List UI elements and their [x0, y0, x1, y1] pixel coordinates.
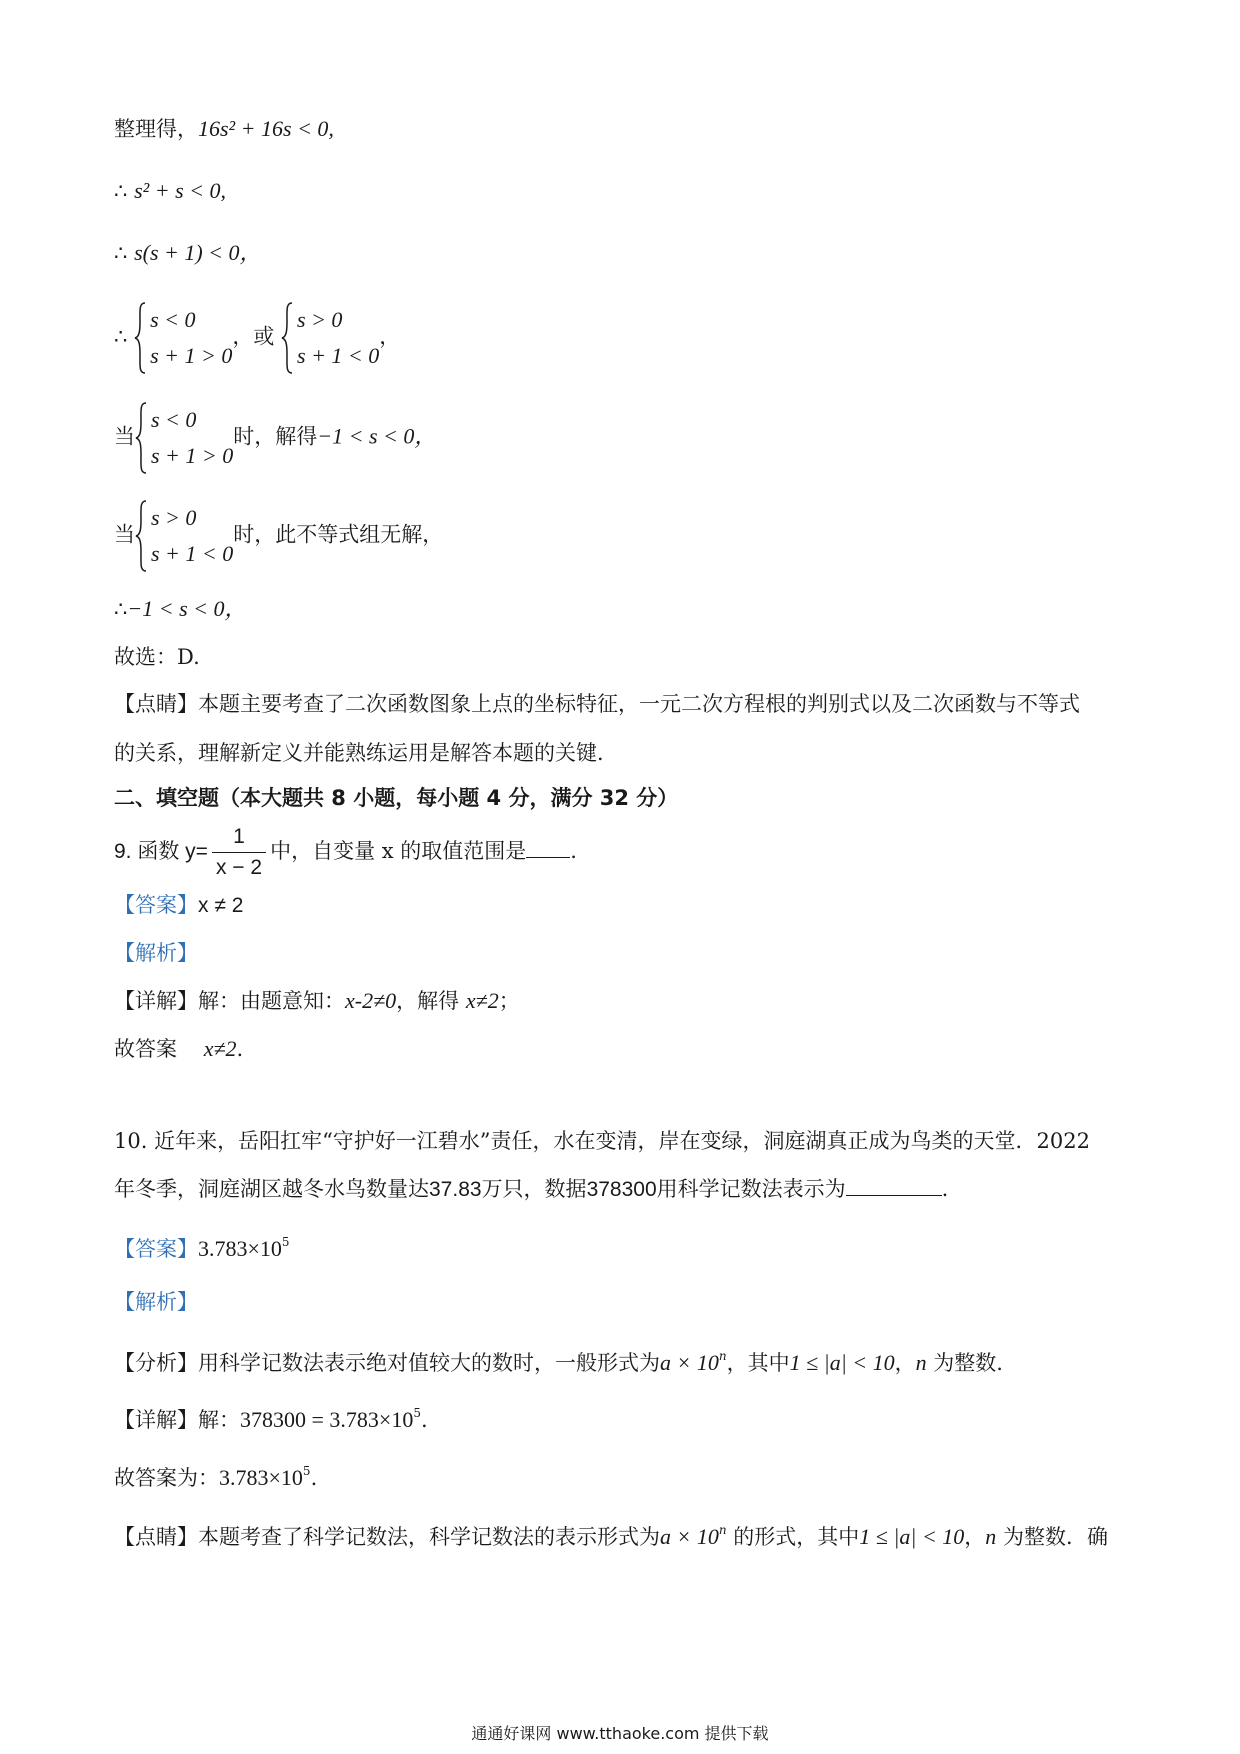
text: 用科学记数法表示绝对值较大的数时，一般形式为: [198, 1351, 660, 1375]
text: 时，此不等式组无解，: [233, 522, 444, 547]
answer-blank: [846, 1177, 942, 1196]
answer-blank: [526, 839, 570, 858]
q9-answer: [114, 893, 243, 918]
math: x-2≠0: [345, 988, 397, 1013]
math: 1 ≤ |a| < 10: [859, 1524, 965, 1549]
text: .: [420, 1408, 428, 1432]
text: .: [236, 1037, 244, 1061]
footer-watermark: 通通好课网 www.tthaoke.com 提供下载: [471, 1724, 769, 1743]
text: 万只，数据: [481, 1177, 587, 1201]
inequality: s > 0: [297, 307, 343, 332]
text: ，: [379, 324, 401, 349]
line-note-2: 的关系，理解新定义并能熟练运用是解答本题的关键．: [114, 741, 618, 765]
fraction: [212, 822, 266, 883]
math: −1 < s < 0，: [317, 423, 437, 449]
text: 为整数.: [926, 1351, 1003, 1375]
text: 用科学记数法表示为: [656, 1177, 846, 1201]
inequality-system-b: [281, 302, 379, 374]
line-choice: 故选：D.: [114, 645, 200, 669]
line-case-1: [114, 402, 436, 474]
therefore-symbol: ∴: [114, 324, 128, 349]
therefore-symbol: ∴: [114, 179, 128, 203]
text: 故答案: [114, 1037, 177, 1061]
text: 整理得，: [114, 117, 198, 141]
math: s² + s < 0,: [134, 178, 226, 203]
q10-analysis: [114, 1349, 1003, 1376]
answer-tag: 【答案】: [114, 1237, 198, 1261]
text: ，: [894, 1351, 916, 1375]
inequality-system: [135, 500, 233, 572]
q10-final: [114, 1464, 317, 1491]
text: ，: [964, 1525, 986, 1549]
line-therefore-3: [114, 596, 246, 622]
text: 当: [114, 522, 135, 547]
text: 9. 函数 y=: [114, 840, 208, 863]
inequality: s + 1 < 0: [297, 343, 380, 368]
text: .: [570, 839, 577, 863]
math: 16s² + 16s < 0,: [198, 116, 334, 141]
text: 故答案为：: [114, 1466, 219, 1490]
brace-icon: [281, 302, 293, 374]
line-therefore-2: [114, 240, 262, 266]
math: 3.783×10: [219, 1465, 303, 1490]
inequality: s + 1 > 0: [151, 443, 234, 468]
therefore-symbol: ∴: [114, 241, 128, 265]
text: ，或: [232, 324, 275, 349]
text: ；: [498, 989, 520, 1013]
text: 中，自变量 x 的取值范围是: [270, 839, 527, 863]
number: 378300: [586, 1178, 657, 1201]
inequality: s < 0: [151, 407, 197, 432]
math: n: [915, 1350, 927, 1375]
exponent: 5: [413, 1406, 421, 1420]
section-heading: 二、填空题（本大题共 8 小题，每小题 4 分，满分 32 分）: [114, 786, 679, 810]
inequality: s > 0: [151, 505, 197, 530]
text: .: [941, 1177, 949, 1201]
brace-icon: [135, 402, 147, 474]
exponent: 5: [302, 1464, 311, 1478]
numerator: 1: [212, 822, 266, 853]
brace-icon: [134, 302, 146, 374]
question-9: [114, 822, 577, 883]
q10-answer: [114, 1235, 290, 1262]
answer-tag: 【答案】: [114, 893, 198, 917]
inequality: s + 1 < 0: [151, 541, 234, 566]
text: 时，解得: [233, 424, 318, 449]
q9-final: [114, 1036, 243, 1062]
line-case-2: [114, 500, 443, 572]
therefore-symbol: ∴: [114, 597, 128, 621]
text: ，其中: [726, 1351, 790, 1375]
math: 1 ≤ |a| < 10: [789, 1350, 895, 1375]
math: n: [985, 1524, 997, 1549]
line-simplify: [114, 116, 334, 142]
q9-jiexi-tag: 【解析】: [114, 941, 198, 965]
text: 当: [114, 424, 135, 449]
math: x≠2: [203, 1036, 237, 1061]
math: a × 10: [660, 1350, 719, 1375]
answer-value: x ≠ 2: [198, 894, 244, 917]
denominator: x − 2: [215, 856, 263, 879]
text: .: [310, 1466, 318, 1490]
q10-note: [114, 1523, 1108, 1550]
note-tag: 【点睛】: [114, 1525, 198, 1549]
math: x≠2: [465, 988, 499, 1013]
text: 年冬季，洞庭湖区越冬水鸟数量达: [114, 1177, 429, 1201]
inequality: s + 1 > 0: [150, 343, 233, 368]
answer-value: 3.783×10: [198, 1236, 282, 1261]
exponent: 5: [281, 1235, 290, 1249]
text: 的形式，其中: [726, 1525, 860, 1549]
math: 378300 = 3.783×10: [240, 1407, 414, 1432]
math: a × 10: [660, 1524, 719, 1549]
exponent: n: [718, 1349, 727, 1363]
text: 解：由题意知：: [198, 989, 345, 1013]
q10-detail: [114, 1406, 428, 1433]
text: 解：: [198, 1408, 240, 1432]
inequality: s < 0: [150, 307, 196, 332]
text: ，解得: [396, 989, 466, 1013]
q9-detail: [114, 988, 520, 1014]
line-note-1: 【点睛】本题主要考查了二次函数图象上点的坐标特征，一元二次方程根的判别式以及二次函数与不等式: [114, 692, 1080, 716]
detail-tag: 【详解】: [114, 989, 198, 1013]
question-10-line-2: [114, 1177, 948, 1202]
line-system-cases: [114, 302, 400, 374]
math: s(s + 1) < 0，: [134, 240, 262, 265]
detail-tag: 【详解】: [114, 1408, 198, 1432]
question-10-line-1: 10. 近年来，岳阳扛牢“守护好一江碧水”责任，水在变清，岸在变绿，洞庭湖真正成为鸟类的天堂．2022: [114, 1129, 1090, 1153]
text: 本题考查了科学记数法，科学记数法的表示形式为: [198, 1525, 660, 1549]
math: −1 < s < 0，: [127, 596, 247, 621]
exponent: n: [718, 1523, 727, 1537]
line-therefore-1: [114, 178, 226, 204]
brace-icon: [135, 500, 147, 572]
inequality-system-a: [134, 302, 232, 374]
analysis-tag: 【分析】: [114, 1351, 198, 1375]
q10-jiexi-tag: 【解析】: [114, 1290, 198, 1314]
text: 为整数．确: [996, 1525, 1108, 1549]
number: 37.83: [429, 1178, 482, 1201]
inequality-system: [135, 402, 233, 474]
